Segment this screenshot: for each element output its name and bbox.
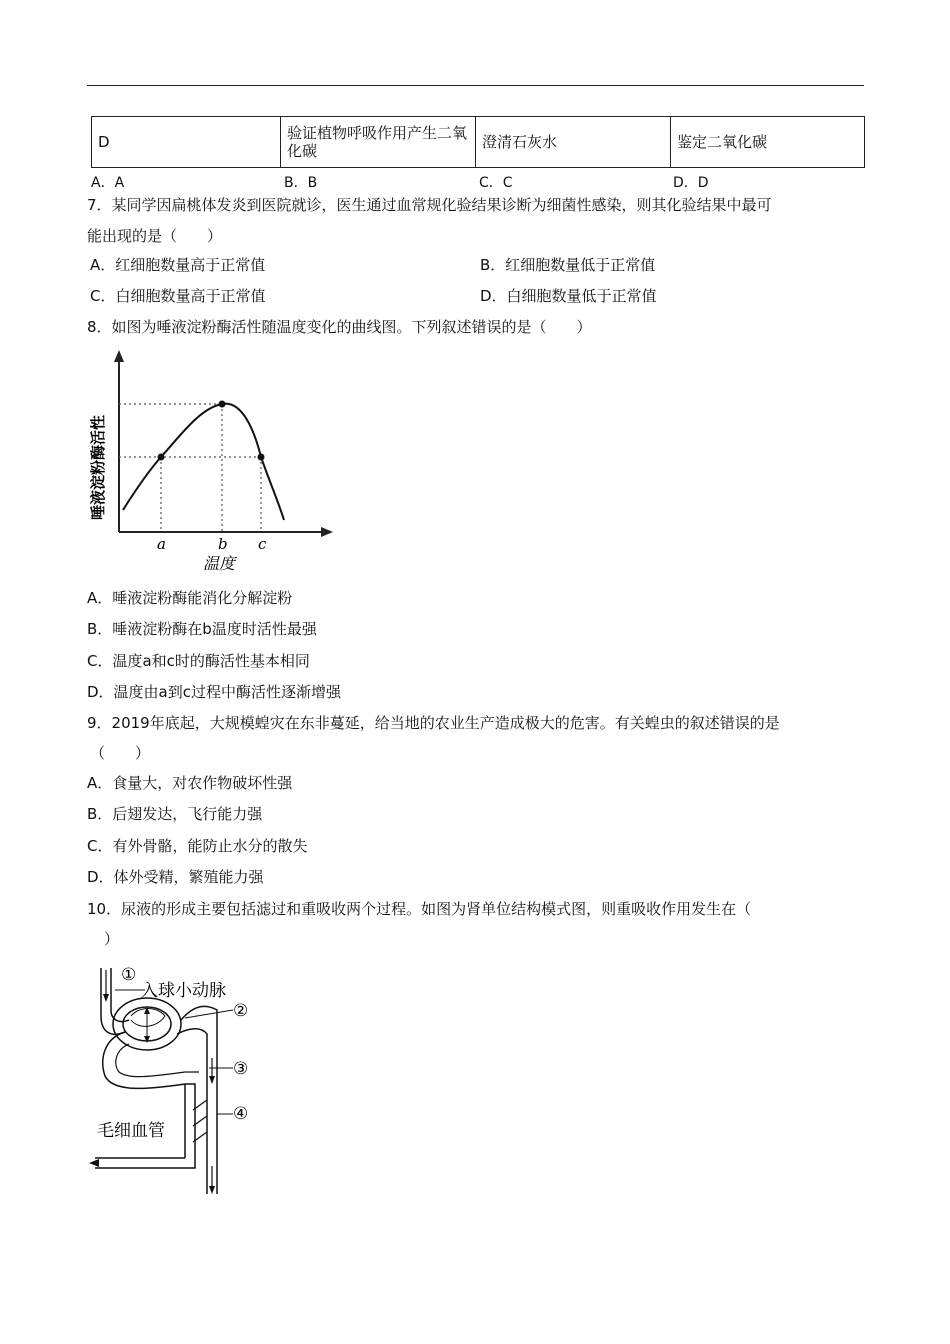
tick-b: b xyxy=(218,535,228,553)
q10-stem-line1: 10．尿液的形成主要包括滤过和重吸收两个过程。如图为肾单位结构模式图，则重吸收作用发生在（ xyxy=(87,900,752,918)
q7-option-d: D．白细胞数量低于正常值 xyxy=(480,287,657,305)
q7-stem-line2: 能出现的是（ ） xyxy=(87,227,223,245)
afferent-label: 入球小动脉 xyxy=(141,981,226,1001)
q8-option-a: A．唾液淀粉酶能消化分解淀粉 xyxy=(87,589,293,607)
q7-option-a: A．红细胞数量高于正常值 xyxy=(90,256,266,274)
tubule-inner xyxy=(177,1029,207,1194)
capillary-label: 毛细血管 xyxy=(97,1121,165,1141)
q9-option-c: C．有外骨骼，能防止水分的散失 xyxy=(87,837,308,855)
table-cell: D xyxy=(92,117,281,168)
q6-table xyxy=(91,116,865,168)
x-axis-arrow xyxy=(321,527,333,537)
q6-option-b: B．B xyxy=(284,175,318,191)
table-cell: 鉴定二氧化碳 xyxy=(671,117,865,168)
q9-option-b: B．后翅发达，飞行能力强 xyxy=(87,805,263,823)
label-2: ② xyxy=(233,1001,249,1021)
label-3: ③ xyxy=(233,1059,249,1079)
capillary-outer xyxy=(95,1032,195,1168)
q8-stem: 8．如图为唾液淀粉酶活性随温度变化的曲线图。下列叙述错误的是（ ） xyxy=(87,318,592,336)
q7-option-b: B．红细胞数量低于正常值 xyxy=(480,256,656,274)
q8-option-d: D．温度由a到c过程中酶活性逐渐增强 xyxy=(87,683,341,701)
activity-curve xyxy=(123,404,284,520)
q6-option-d: D．D xyxy=(673,175,709,191)
q6-option-c: C．C xyxy=(479,175,513,191)
tubule-flow-2-head xyxy=(209,1186,215,1194)
label-4: ④ xyxy=(233,1104,249,1124)
header-rule xyxy=(87,85,864,86)
q9-stem-line2: （ ） xyxy=(90,744,151,762)
y-axis-arrow xyxy=(114,350,124,362)
q9-stem-line1: 9．2019年底起，大规模蝗灾在东非蔓延，给当地的农业生产造成极大的危害。有关蝗虫的叙述错误的是 xyxy=(87,714,780,732)
point-c xyxy=(258,454,265,461)
label-1: ① xyxy=(121,965,137,985)
q8-option-c: C．温度a和c时的酶活性基本相同 xyxy=(87,652,310,670)
filter-arrowhead-down xyxy=(144,1036,150,1043)
nephron-diagram xyxy=(85,958,285,1203)
q6-option-a: A．A xyxy=(91,175,125,191)
point-b xyxy=(219,401,226,408)
flow-arrowhead-in xyxy=(103,994,109,1002)
table-row xyxy=(92,117,865,168)
q7-stem-line1: 7．某同学因扁桃体发炎到医院就诊，医生通过血常规化验结果诊断为细菌性感染，则其化验结果中最可 xyxy=(87,196,772,214)
outflow-arrowhead xyxy=(89,1159,99,1167)
y-axis-label: 唾液淀粉酶活性 xyxy=(89,414,107,520)
table-cell: 澄清石灰水 xyxy=(476,117,671,168)
enzyme-activity-chart xyxy=(85,348,345,578)
table-cell: 验证植物呼吸作用产生二氧化碳 xyxy=(281,117,476,168)
q7-option-c: C．白细胞数量高于正常值 xyxy=(90,287,266,305)
tubule-flow-1-head xyxy=(209,1076,215,1084)
x-axis-label: 温度 xyxy=(203,554,236,573)
q9-option-a: A．食量大，对农作物破坏性强 xyxy=(87,774,293,792)
tick-a: a xyxy=(157,535,166,553)
q8-option-b: B．唾液淀粉酶在b温度时活性最强 xyxy=(87,620,317,638)
q10-stem-line2: ） xyxy=(104,930,120,948)
tubule-outer xyxy=(181,1006,217,1194)
leader-2 xyxy=(185,1010,233,1018)
tick-c: c xyxy=(258,535,267,553)
point-a xyxy=(158,454,165,461)
q9-option-d: D．体外受精，繁殖能力强 xyxy=(87,868,264,886)
